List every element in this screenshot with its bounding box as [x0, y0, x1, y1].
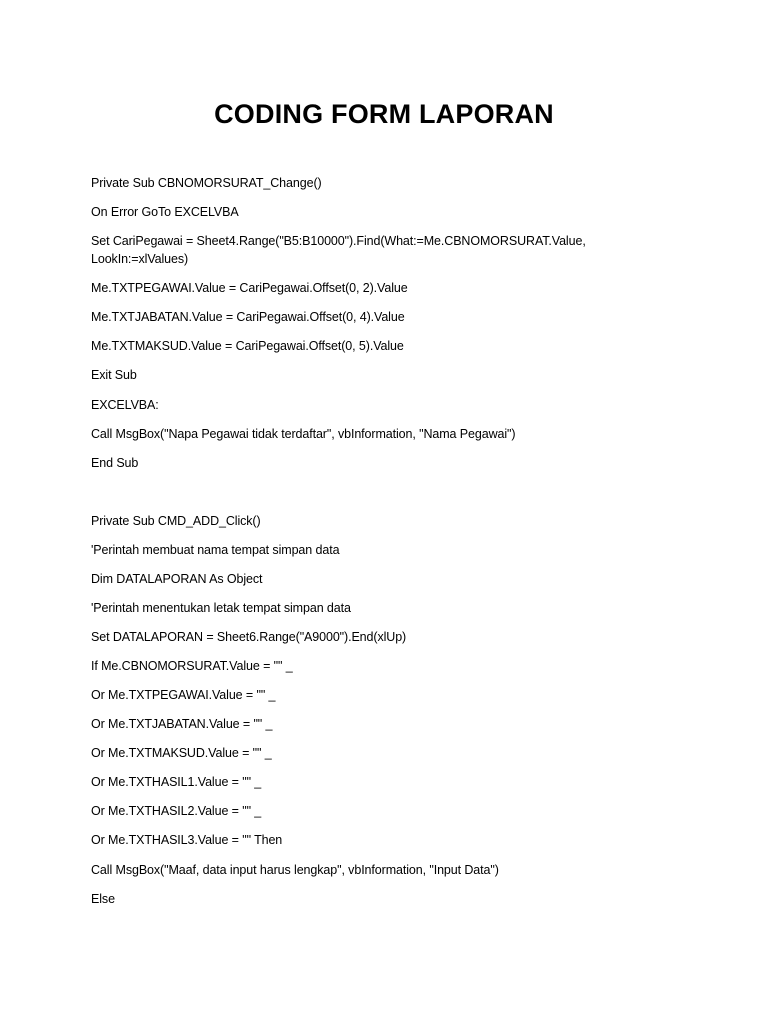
code-line: On Error GoTo EXCELVBA	[91, 205, 239, 219]
code-line: LookIn:=xlValues)	[91, 252, 189, 266]
code-line: Or Me.TXTHASIL1.Value = "" _	[91, 775, 262, 789]
code-line: Private Sub CBNOMORSURAT_Change()	[91, 176, 322, 190]
code-line: Or Me.TXTMAKSUD.Value = "" _	[91, 746, 272, 760]
code-line: If Me.CBNOMORSURAT.Value = "" _	[91, 659, 293, 673]
code-line: Me.TXTJABATAN.Value = CariPegawai.Offset(0, 4).Value	[91, 310, 405, 324]
code-line: Or Me.TXTPEGAWAI.Value = "" _	[91, 688, 276, 702]
code-line: Set CariPegawai = Sheet4.Range("B5:B10000").Find(What:=Me.CBNOMORSURAT.Value,	[91, 234, 586, 248]
code-line: Exit Sub	[91, 368, 137, 382]
code-line: End Sub	[91, 456, 139, 470]
code-line: Set DATALAPORAN = Sheet6.Range("A9000").End(xlUp)	[91, 630, 407, 644]
code-line: Private Sub CMD_ADD_Click()	[91, 514, 261, 528]
code-line: Or Me.TXTHASIL2.Value = "" _	[91, 804, 262, 818]
code-line: Dim DATALAPORAN As Object	[91, 572, 263, 586]
code-line: Else	[91, 892, 115, 906]
page-title: CODING FORM LAPORAN	[214, 99, 554, 129]
code-line: 'Perintah menentukan letak tempat simpan data	[91, 601, 351, 615]
code-line: Call MsgBox("Maaf, data input harus lengkap", vbInformation, "Input Data")	[91, 863, 499, 877]
code-line: Or Me.TXTHASIL3.Value = "" Then	[91, 833, 283, 847]
code-line: Call MsgBox("Napa Pegawai tidak terdaftar", vbInformation, "Nama Pegawai")	[91, 427, 516, 441]
code-line: Me.TXTMAKSUD.Value = CariPegawai.Offset(0, 5).Value	[91, 339, 404, 353]
code-line: Me.TXTPEGAWAI.Value = CariPegawai.Offset(0, 2).Value	[91, 281, 408, 295]
code-line: Or Me.TXTJABATAN.Value = "" _	[91, 717, 273, 731]
code-line: EXCELVBA:	[91, 398, 159, 412]
code-line: 'Perintah membuat nama tempat simpan data	[91, 543, 340, 557]
